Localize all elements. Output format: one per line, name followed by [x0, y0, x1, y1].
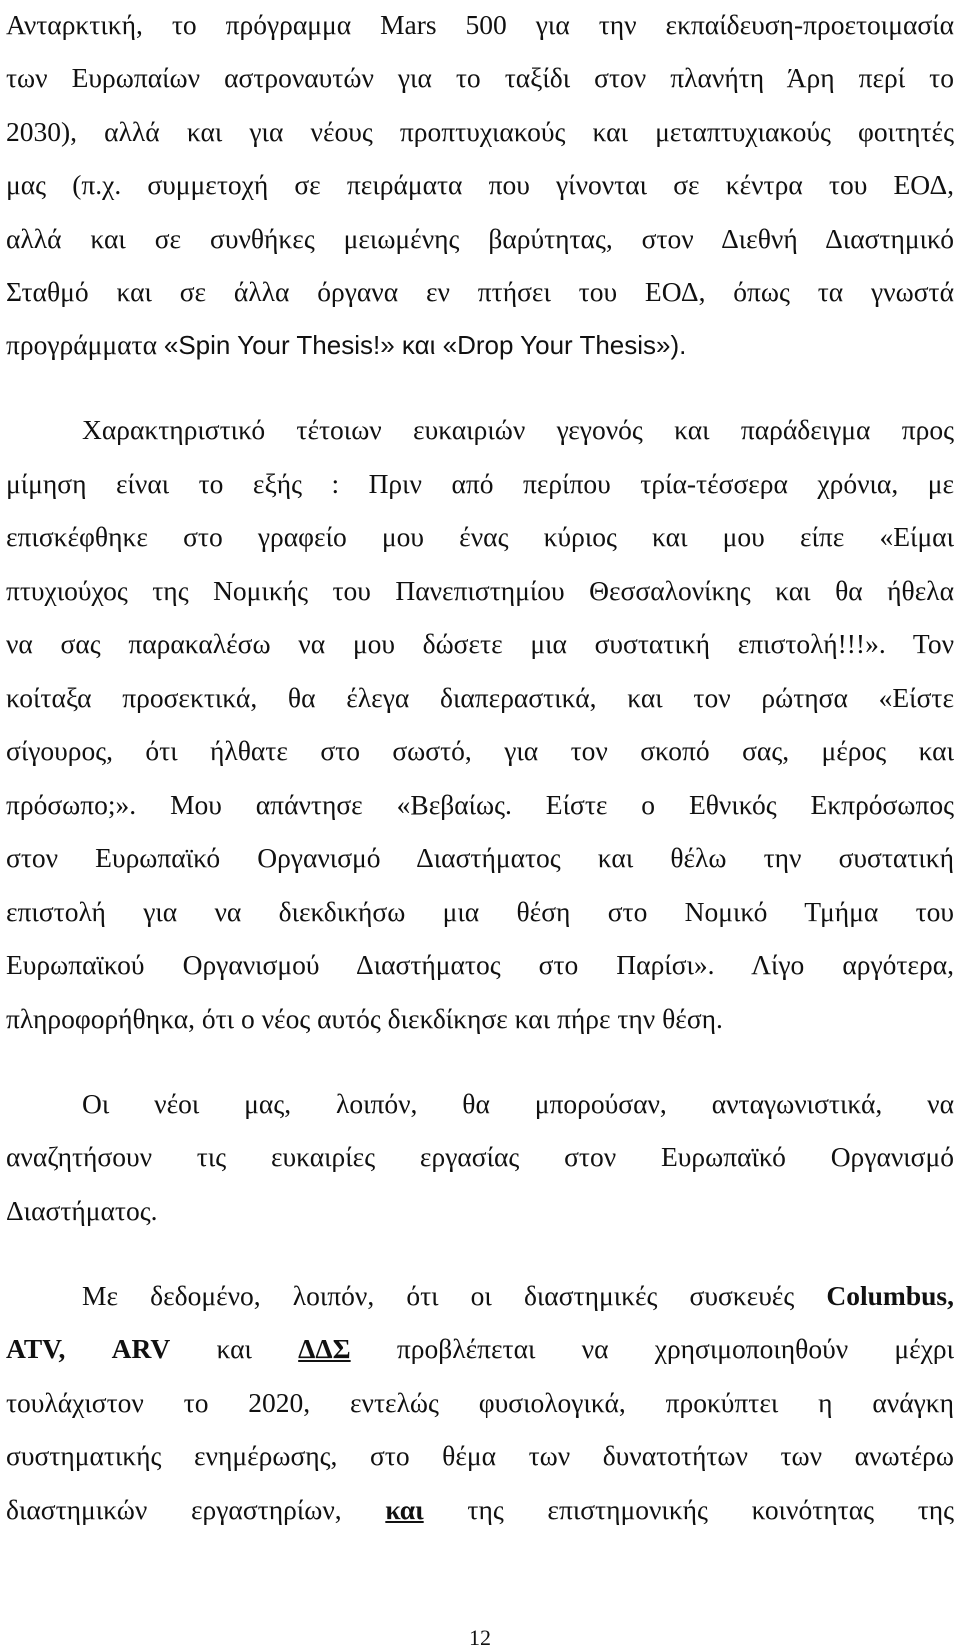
text-line: Σταθμό και σε άλλα όργανα εν πτήσει του ΕΟΔ, όπως τα γνωστά	[6, 276, 954, 307]
text-line	[6, 1490, 954, 1530]
text-line: Διαστήματος.	[6, 1195, 158, 1226]
paragraph-first-line	[6, 1276, 954, 1316]
text-line: επιστολή για να διεκδικήσω μια θέση στο Νομικό Τμήμα του	[6, 896, 954, 927]
text-fragment: προβλέπεται να χρησιμοποιηθούν μέχρι	[396, 1333, 955, 1364]
text-line: κοίταξα προσεκτικά, θα έλεγα διαπεραστικά, και τον ρώτησα «Είστε	[6, 682, 954, 713]
page-number: 12	[469, 1625, 491, 1650]
text-line: πρόσωπο;». Μου απάντησε «Βεβαίως. Είστε ο Εθνικός Εκπρόσωπος	[6, 789, 954, 820]
paragraph-first-line: Οι νέοι μας, λοιπόν, θα μπορούσαν, ανταγωνιστικά, να	[82, 1088, 954, 1119]
text-line: στον Ευρωπαϊκό Οργανισμό Διαστήματος και θέλω την συστατική	[6, 842, 954, 873]
text-line: συστηματικής ενημέρωσης, στο θέμα των δυνατοτήτων των ανωτέρω	[6, 1440, 954, 1471]
emphasized-word: και	[385, 1494, 424, 1525]
text-line: αλλά και σε συνθήκες μειωμένης βαρύτητας, στον Διεθνή Διαστημικό	[6, 223, 954, 254]
device-name: ΔΔΣ	[298, 1333, 351, 1364]
text-fragment: της επιστημονικής κοινότητας της	[467, 1494, 955, 1525]
device-name: ARV	[111, 1333, 171, 1364]
text-line: επισκέφθηκε στο γραφείο μου ένας κύριος και μου είπε «Είμαι	[6, 521, 954, 552]
text-line: σίγουρος, ότι ήλθατε στο σωστό, για τον σκοπό σας, μέρος και	[6, 735, 954, 766]
text-line: τουλάχιστον το 2020, εντελώς φυσιολογικά, προκύπτει η ανάγκη	[6, 1387, 954, 1418]
text-line: Ευρωπαϊκού Οργανισμού Διαστήματος στο Παρίσι». Λίγο αργότερα,	[6, 949, 954, 980]
text-fragment: προγράμματα	[6, 329, 164, 360]
text-line	[6, 325, 954, 365]
text-fragment: διαστημικών εργαστηρίων,	[6, 1494, 342, 1525]
text-line	[6, 1329, 954, 1369]
text-line: μίμηση είναι το εξής : Πριν από περίπου τρία-τέσσερα χρόνια, με	[6, 468, 954, 499]
text-line: μας (π.χ. συμμετοχή σε πειράματα που γίνονται σε κέντρα του ΕΟΔ,	[6, 169, 954, 200]
text-line: 2030), αλλά και για νέους προπτυχιακούς και μεταπτυχιακούς φοιτητές	[6, 116, 954, 147]
text-line: να σας παρακαλέσω να μου δώσετε μια συστατική επιστολή!!!». Τον	[6, 628, 954, 659]
program-names: «Spin Your Thesis!» και «Drop Your Thesis»).	[163, 330, 687, 360]
text-line: των Ευρωπαίων αστροναυτών για το ταξίδι στον πλανήτη Άρη περί το	[6, 62, 954, 93]
text-line: Ανταρκτική, το πρόγραμμα Mars 500 για την εκπαίδευση-προετοιμασία	[6, 9, 954, 40]
device-name: Columbus,	[826, 1280, 954, 1311]
text-line: πληροφορήθηκα, ότι ο νέος αυτός διεκδίκησε και πήρε την θέση.	[6, 1003, 723, 1034]
text-fragment: Με δεδομένο, λοιπόν, ότι οι διαστημικές συσκευές	[82, 1280, 827, 1311]
text-line: αναζητήσουν τις ευκαιρίες εργασίας στον Ευρωπαϊκό Οργανισμό	[6, 1141, 954, 1172]
device-name: ATV,	[6, 1333, 66, 1364]
text-line: πτυχιούχος της Νομικής του Πανεπιστημίου Θεσσαλονίκης και θα ήθελα	[6, 575, 954, 606]
paragraph-first-line: Χαρακτηριστικό τέτοιων ευκαιριών γεγονός και παράδειγμα προς	[82, 414, 954, 445]
text-fragment: και	[216, 1333, 252, 1364]
